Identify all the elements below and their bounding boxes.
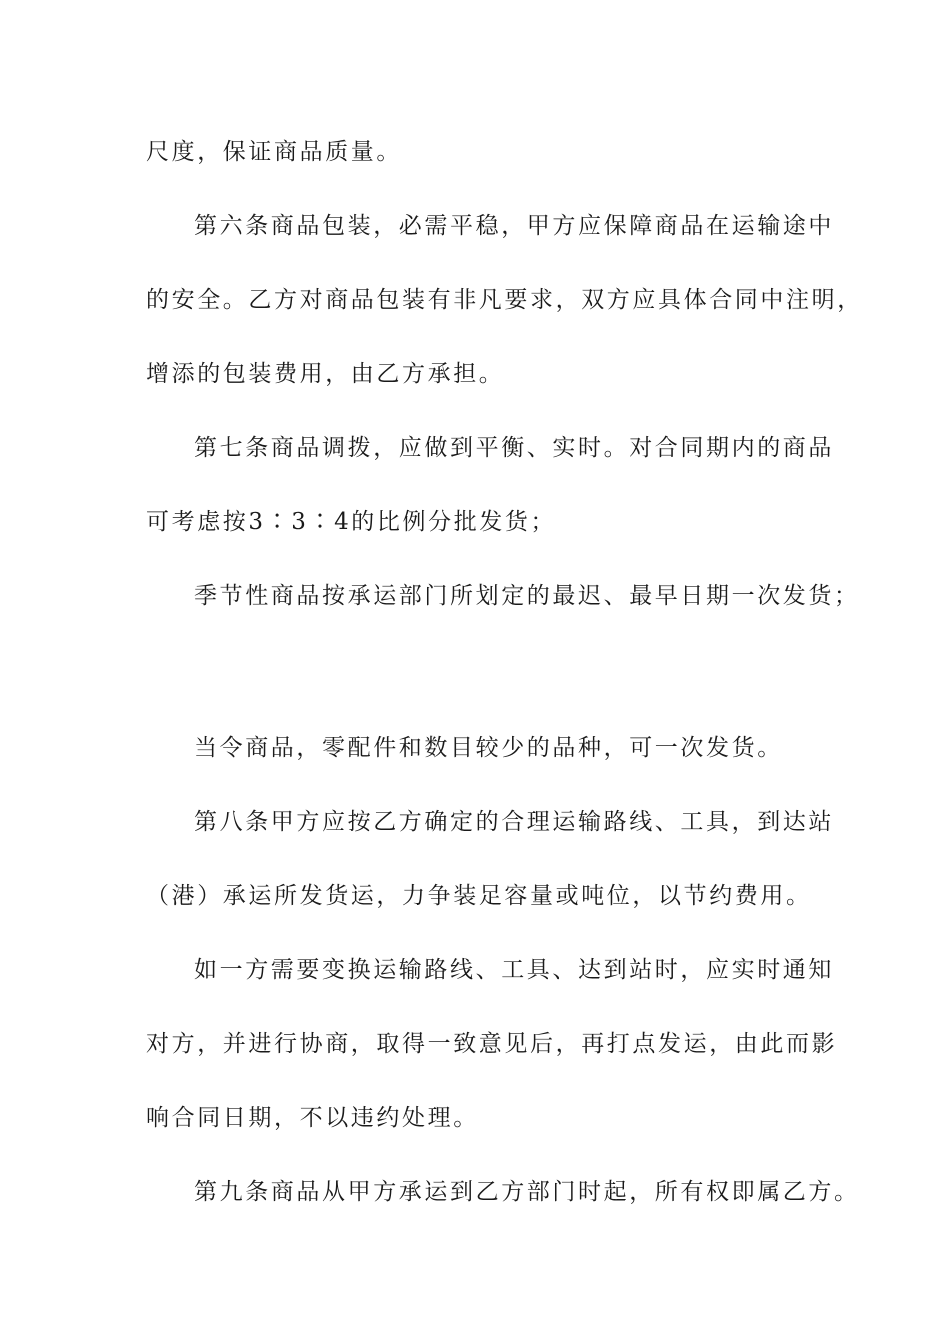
text-line-13: 响合同日期，不以违约处理。 [146, 1105, 479, 1131]
text-line-5: 第七条商品调拨，应做到平衡、实时。对合同期内的商品 [194, 435, 834, 461]
text-line-12: 对方，并进行协商，取得一致意见后，再打点发运，由此而影 [146, 1031, 838, 1057]
text-line-10: （港）承运所发货运，力争装足容量或吨位，以节约费用。 [146, 883, 812, 909]
text-line-9: 第八条甲方应按乙方确定的合理运输路线、工具，到达站 [194, 809, 834, 835]
text-line-3: 的安全。乙方对商品包装有非凡要求，双方应具体合同中注明， [146, 287, 863, 313]
text-line-11: 如一方需要变换运输路线、工具、达到站时，应实时通知 [194, 957, 834, 983]
text-line-6: 可考虑按3∶3∶4的比例分批发货； [146, 509, 557, 535]
text-line-8: 当令商品，零配件和数目较少的品种，可一次发货。 [194, 735, 783, 761]
text-line-1: 尺度，保证商品质量。 [146, 139, 402, 165]
text-line-4: 增添的包装费用，由乙方承担。 [146, 361, 505, 387]
text-line-2: 第六条商品包装，必需平稳，甲方应保障商品在运输途中 [194, 213, 834, 239]
text-line-14: 第九条商品从甲方承运到乙方部门时起，所有权即属乙方。 [194, 1179, 860, 1205]
text-line-7: 季节性商品按承运部门所划定的最迟、最早日期一次发货； [194, 583, 860, 609]
